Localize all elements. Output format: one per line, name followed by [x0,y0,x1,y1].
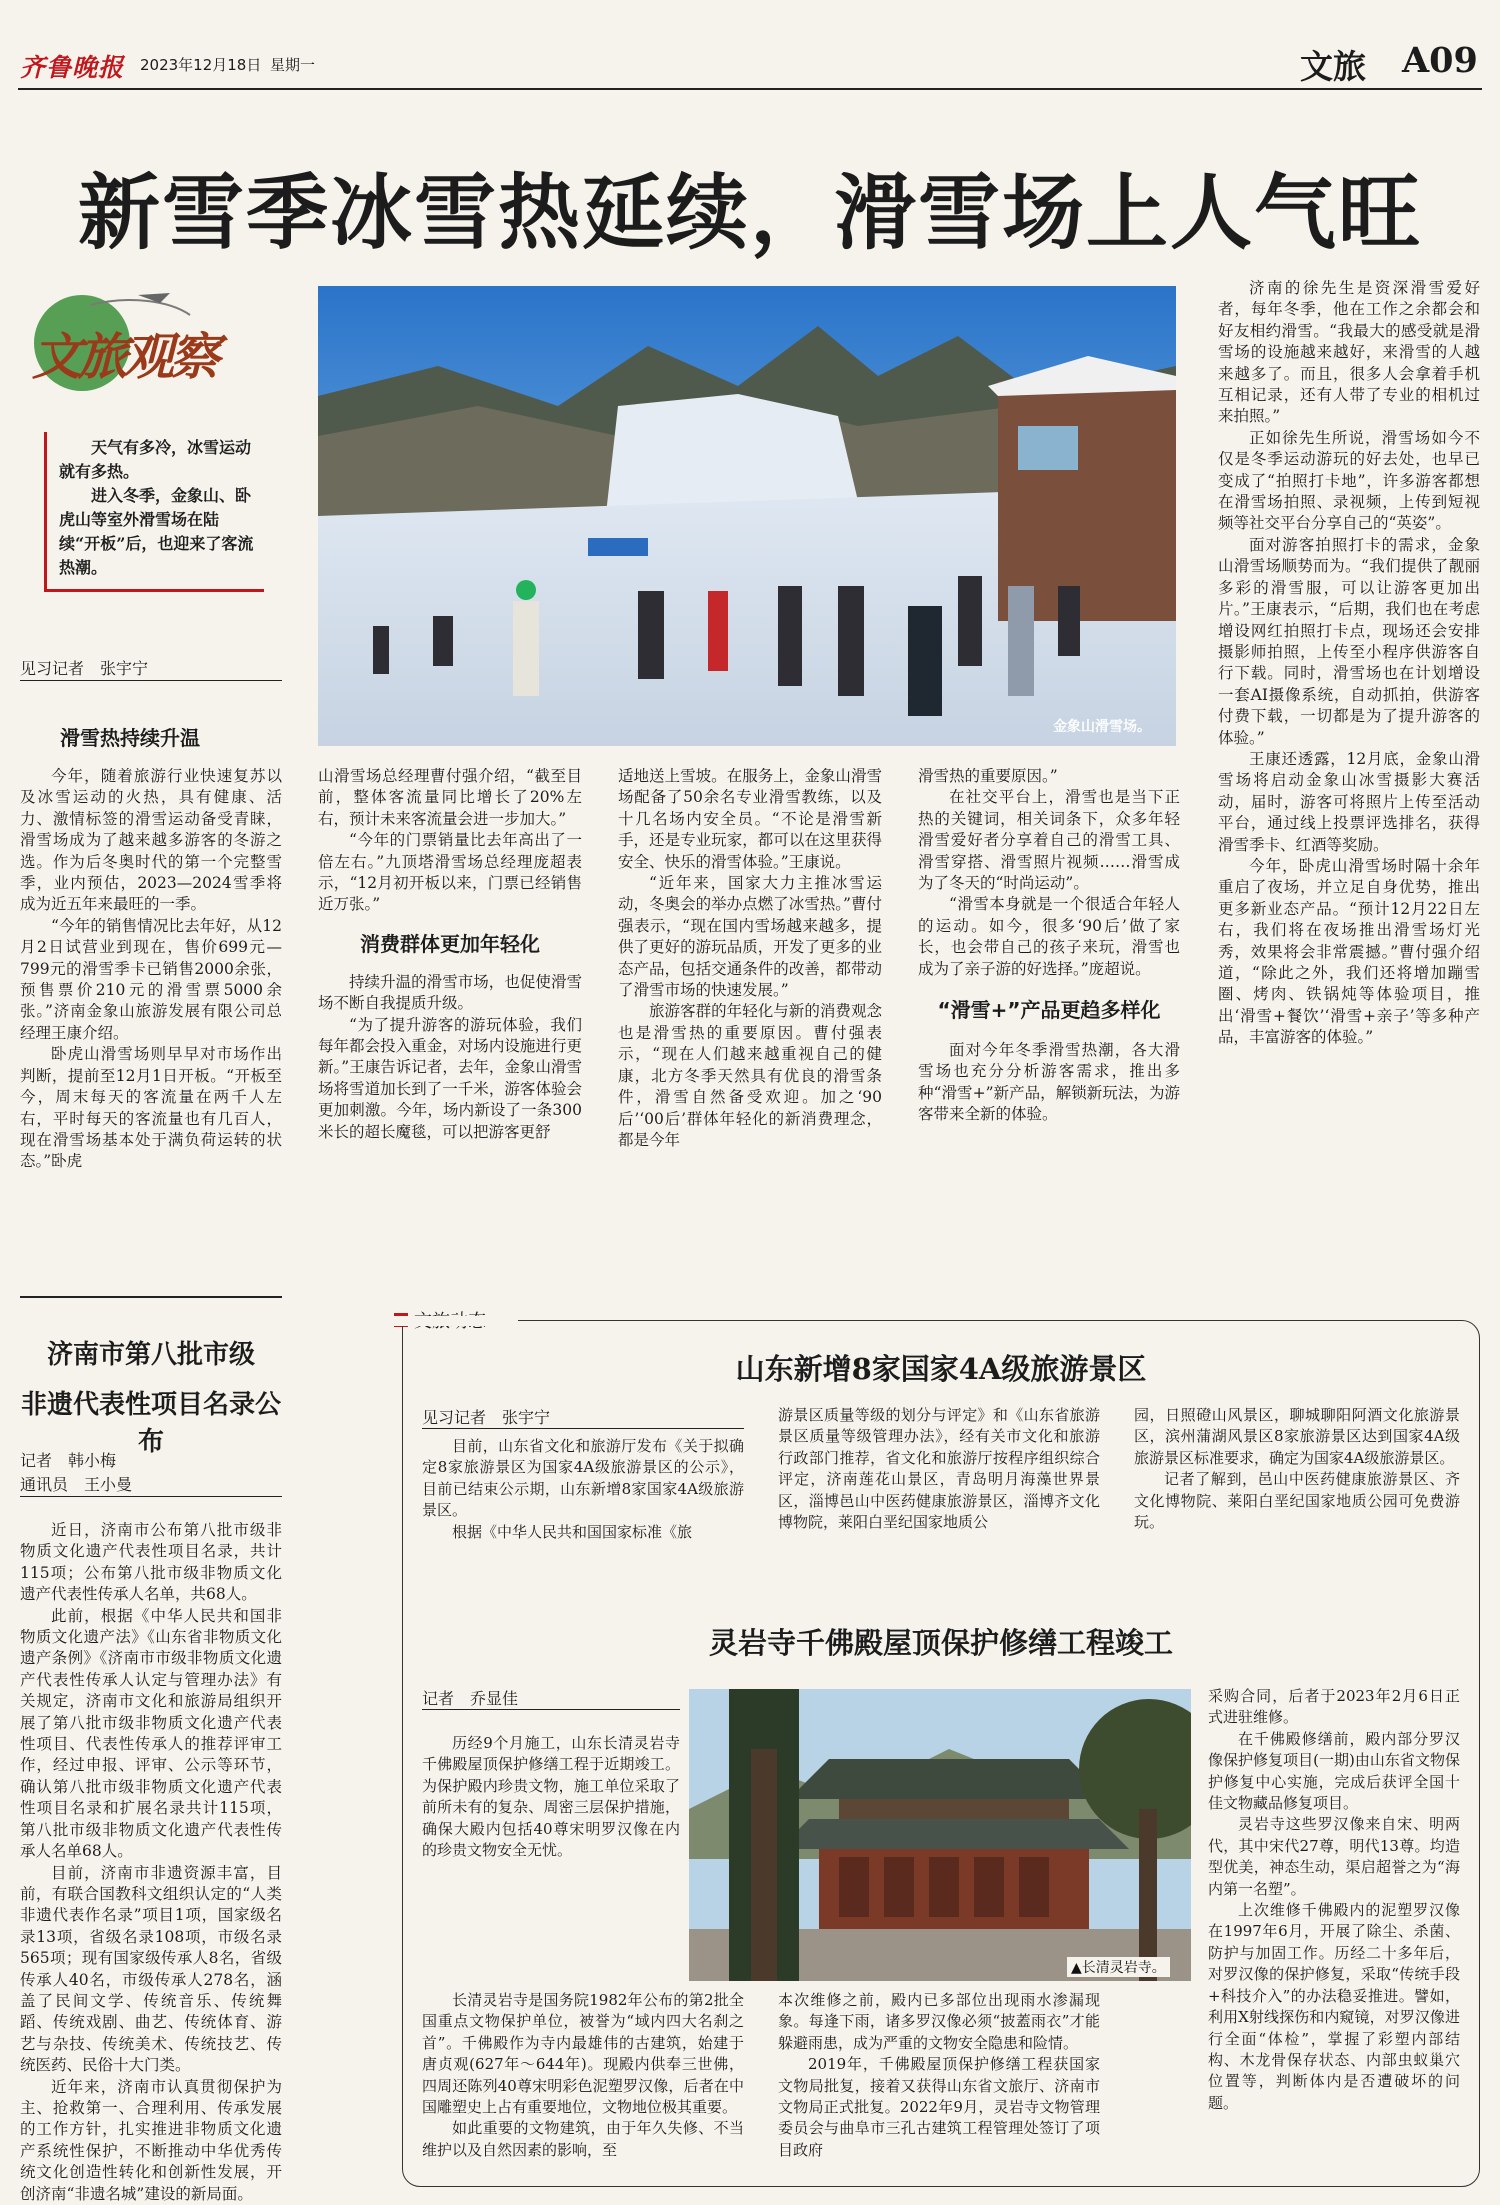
paragraph: 在千佛殿修缮前，殿内部分罗汉像保护修复项目(一期)由山东省文物保护修复中心实施，完成后获评全国十佳文物藏品修复项目。 [1208,1729,1460,1813]
heritage-headline-line1: 济南市第八批市级 [46,1340,255,1370]
paragraph: “滑雪本身就是一个很适合年轻人的运动。如今，很多‘90后’做了家长，也会带自己的孩子来玩，滑雪也成为了亲子游的好选择。”庞超说。 [918,895,1180,978]
paragraph: 2019年，千佛殿屋顶保护修缮工程获国家文物局批复，接着又获得山东省文旅厅、济南市文物局正式批复。2022年9月，灵岩寺文物管理委员会与曲阜市三孔古建筑工程管理处签订了项目政府 [778,2055,1100,2159]
temple-photo [689,1689,1191,1981]
photo-caption: ▲长清灵岩寺。 [1067,1957,1170,1977]
paragraph: 上次维修千佛殿内的泥塑罗汉像在1997年6月，开展了除尘、杀菌、防护与加固工作。历经二十多年后，对罗汉像的保护修复，采取“传统手段+科技介入”的办法稳妥推进。譬如，利用X射线探伤和内窥镜，对罗汉像进行全面“体检”，掌握了彩塑内部结构、木龙骨保存状态、内部虫蚁巢穴位置等，判断体内是否遭破坏的问题。 [1208,1901,1460,2112]
ski-slope-illustration [318,286,1176,746]
heritage-headline-line2: 非遗代表性项目名录公布 [20,1390,281,1457]
article-column-3 [618,766,882,1151]
article-column-2 [318,766,582,1143]
paragraph: 本次维修之前，殿内已多部位出现雨水渗漏现象。每逢下雨，诸多罗汉像必须“披蓋雨衣”才能躲避雨患，成为严重的文物安全隐患和险情。 [778,1991,1100,2052]
subheading: 消费群体更加年轻化 [360,931,540,956]
article-column-5 [1218,278,1480,1049]
column-logo [20,275,280,425]
paragraph: 根据《中华人民共和国国家标准《旅 [452,1522,693,1541]
issue-weekday: 星期一 [270,56,316,74]
news2-column-3 [1208,1686,1460,2114]
paragraph: 滑雪热的重要原因。” [918,767,1058,785]
paragraph: 持续升温的滑雪市场，也促使滑雪场不断自我提质升级。 [318,972,582,1013]
paragraph: 正如徐先生所说，滑雪场如今不仅是冬季运动游玩的好去处，也早已变成了“拍照打卡地”，许多游客都想在滑雪场拍照、录视频，上传到短视频等社交平台分享自己的“英姿”。 [1218,428,1480,533]
paragraph: 近日，济南市公布第八批市级非物质文化遗产代表性项目名录，共计115项；公布第八批市级非物质文化遗产代表性传承人名单，共68人。 [20,1521,282,1604]
masthead-logo: 齐鲁晚报 [20,53,125,82]
subheading: “滑雪+”产品更趋多样化 [937,998,1161,1023]
paragraph: 历经9个月施工，山东长清灵岩寺千佛殿屋顶保护修缮工程于近期竣工。为保护殿内珍贵文物，施工单位采取了前所未有的复杂、周密三层保护措施，确保大殿内包括40尊宋明罗汉像在内的珍贵文物安全无忧。 [422,1734,680,1860]
paragraph: “近年来，国家大力主推冰雪运动，冬奥会的举办点燃了冰雪热。”曹付强表示，“现在国内雪场越来越多，提供了更好的游玩品质，开发了更多的业态产品，包括交通条件的改善，都带动了滑雪市场的快速发展。” [618,874,882,1000]
paragraph: 如此重要的文物建筑，由于年久失修、不当维护以及自然因素的影响，至 [422,2119,744,2159]
paragraph: 目前，山东省文化和旅游厅发布《关于拟确定8家旅游景区为国家4A级旅游景区的公示》，目前已结束公示期，山东新增8家国家4A级旅游景区。 [422,1437,744,1520]
news1-column-3 [1134,1405,1460,1533]
paragraph: “今年的销售情况比去年好，从12月2日试营业到现在，售价699元—799元的滑雪季卡已销售2000余张，预售票价210元的滑雪票5000余张。”济南金象山旅游发展有限公司总经理王康介绍。 [20,916,282,1042]
paragraph: 卧虎山滑雪场则早早对市场作出判断，提前至12月1日开板。“开板至今，周末每天的客流量在两千人左右，平时每天的客流量也有几百人，现在滑雪场基本处于满负荷运转的状态。”卧虎 [20,1045,282,1171]
byline-rule [422,1428,744,1429]
ski-resort-photo [318,286,1176,746]
heritage-byline: 通讯员 王小曼 [20,1475,133,1494]
paragraph: 在社交平台上，滑雪也是当下正热的关键词，相关词条下，众多年轻滑雪爱好者分享着自己的滑雪工具、滑雪穿搭、滑雪照片视频……滑雪成为了冬天的“时尚运动”。 [918,788,1180,893]
paragraph: 灵岩寺这些罗汉像来自宋、明两代，其中宋代27尊，明代13尊。均造型优美，神态生动，渠启超誉之为“海内第一名塑”。 [1208,1815,1460,1898]
byline-rule [422,1709,680,1710]
paragraph: 山滑雪场总经理曹付强介绍，“截至目前，整体客流量同比增长了20%左右，预计未来客流量会进一步加大。” [318,767,582,828]
paragraph: 长清灵岩寺是国务院1982年公布的第2批全国重点文物保护单位，被誉为“域内四大名刹之首”。千佛殿作为寺内最雄伟的古建筑，始建于唐贞观(627年～644年)。现殿内供奉三世佛，四周还陈列40尊宋明彩色泥塑罗汉像，后者在中国雕塑史上占有重要地位，文物地位极其重要。 [422,1991,744,2117]
paragraph: 今年，卧虎山滑雪场时隔十余年重启了夜场，并立足自身优势，推出更多新业态产品。“预计12月22日左右，我们将在夜场推出滑雪场灯光秀，效果将会非常震撼。”曹付强介绍道，“除此之外，我们还将增加蹦雪圈、烤肉、铁锅炖等体验项目，推出‘滑雪+餐饮’‘滑雪+亲子’等多种产品，丰富游客的体验。” [1218,856,1480,1047]
byline: 见习记者 张宇宁 [20,659,149,678]
paragraph: 适地送上雪坡。在服务上，金象山滑雪场配备了50余名专业滑雪教练，以及十几名场内安全员。“不论是滑雪新手，还是专业玩家，都可以在这里获得安全、快乐的滑雪体验。”王康说。 [618,767,882,871]
section-name: 文旅 [1300,47,1366,86]
news-byline: 见习记者 张宇宁 [422,1408,551,1427]
paragraph: 面对游客拍照打卡的需求，金象山滑雪场顺势而为。“我们提供了靓丽多彩的滑雪服，可以让游客更加出片。”王康表示，“后期，我们也在考虑增设网红拍照打卡点，现场还会安排摄影师拍照，上传至小程序供游客自行下载。同时，滑雪场也在计划增设一套AI摄像系统，自动抓拍，供游客付费下载，一切都是为了提升游客的体验。” [1218,535,1480,747]
news-headline: 山东新增8家国家4A级旅游景区 [735,1352,1147,1386]
paragraph: 王康还透露，12月底，金象山滑雪场将启动金象山冰雪摄影大赛活动，届时，游客可将照片上传至活动平台，通过线上投票评选排名，获得滑雪季卡、红酒等奖励。 [1218,749,1480,854]
paragraph: “为了提升游客的游玩体验，我们每年都会投入重金，对场内设施进行更新。”王康告诉记者，去年，金象山滑雪场将雪道加长到了一千米，游客体验会更加刺激。今年，场内新设了一条300米长的超长魔毯，可以把游客更舒 [318,1015,582,1141]
news2-column-2 [778,1990,1100,2161]
lead-box [44,432,264,592]
news2-column-1 [422,1733,680,1861]
heritage-body [20,1520,282,2205]
paragraph: 目前，济南市非遗资源丰富，目前，有联合国教科文组织认定的“人类非遗代表作名录”项目1项，国家级名录13项，省级名录108项，市级名录565项；现有国家级传承人8名，省级传承人40名，市级传承人278名，涵盖了民间文学、传统音乐、传统舞蹈、传统戏剧、曲艺、传统体育、游艺与杂技、传统美术、传统技艺、传统医药、民俗十大门类。 [20,1863,282,2075]
paragraph: 济南的徐先生是资深滑雪爱好者，每年冬季，他在工作之余都会和好友相约滑雪。“我最大的感受就是滑雪场的设施越来越好，来滑雪的人越来越多了。而且，很多人会拿着手机互相记录，还有人带了专业的相机过来拍照。” [1218,279,1480,426]
heritage-byline: 记者 韩小梅 [20,1451,117,1470]
paragraph: 游景区质量等级的划分与评定》和《山东省旅游景区质量等级管理办法》，经有关市文化和旅游行政部门推荐，省文化和旅游厅按程序组织综合评定，济南莲花山景区，青岛明月海藻世界景区，淄博邑山中医药健康旅游景区，淄博齐文化博物院，莱阳白垩纪国家地质公 [778,1406,1100,1532]
lead-paragraph: 天气有多冷，冰雪运动就有多热。 [59,438,252,481]
news2-column-1-lower [422,1990,744,2161]
byline-rule [20,1496,282,1497]
header-rule [18,88,1482,90]
paragraph: 面对今年冬季滑雪热潮，各大滑雪场也充分分析游客需求，推出多种“滑雪+”新产品，解锁新玩法，为游客带来全新的体验。 [918,1041,1180,1124]
column-logo-text: 文旅观察 [32,327,216,386]
paragraph: 今年，随着旅游行业快速复苏以及冰雪运动的火热，具有健康、活力、激情标签的滑雪运动备受青睐，滑雪场成为了越来越多游客的冬游之选。作为后冬奥时代的第一个完整雪季，业内预估，2023—2024雪季将成为近五年来最旺的一季。 [20,767,282,914]
article-column-1 [20,766,282,1173]
news-byline: 记者 乔显佳 [422,1689,519,1708]
paragraph: 园，日照磴山风景区，聊城聊阳阿酒文化旅游景区，滨州蒲湖风景区8家旅游景区达到国家4A级旅游景区标准要求，确定为国家4A级旅游景区。 [1134,1406,1460,1467]
paragraph: 旅游客群的年轻化与新的消费观念也是滑雪热的重要原因。曹付强表示，“现在人们越来越重视自己的健康，北方冬季天然具有优良的滑雪条件，滑雪自然备受欢迎。加之‘90后’‘00后’群体年轻化的新消费理念，都是今年 [618,1002,882,1149]
paragraph: 采购合同，后者于2023年2月6日正式进驻维修。 [1208,1687,1460,1727]
paragraph: 记者了解到，邑山中医药健康旅游景区、齐文化博物院、莱阳白垩纪国家地质公园可免费游玩。 [1134,1470,1460,1532]
article-column-4 [918,766,1180,1126]
main-headline: 新雪季冰雪热延续，滑雪场上人气旺 [77,165,1422,261]
lead-paragraph: 进入冬季，金象山、卧虎山等室外滑雪场在陆续“开板”后，也迎来了客流热潮。 [59,486,254,577]
paragraph: 此前，根据《中华人民共和国非物质文化遗产法》《山东省非物质文化遗产条例》《济南市市级非物质文化遗产代表性传承人认定与管理办法》有关规定，济南市文化和旅游局组织开展了第八批市级非物质文化遗产代表性项目、代表性传承人的推荐评审工作，经过申报、评审、公示等环节，确认第八批市级非物质文化遗产代表性项目名录和扩展名录共计115项，第八批市级非物质文化遗产代表性传承人名单68人。 [20,1606,282,1861]
temple-illustration [689,1689,1191,1981]
news1-column-1 [422,1436,744,1543]
paragraph: “今年的门票销量比去年高出了一倍左右。”九顶塔滑雪场总经理庞超表示，“12月初开板以来，门票已经销售近万张。” [318,831,582,914]
byline-rule [20,680,282,681]
issue-date: 2023年12月18日 [140,56,262,74]
paragraph: 近年来，济南市认真贯彻保护为主、抢救第一、合理利用、传承发展的工作方针，扎实推进非物质文化遗产系统性保护，不断推动中华优秀传统文化创造性转化和创新性发展，开创济南“非遗名城”建设的新局面。 [20,2077,282,2203]
news1-column-2 [778,1405,1100,1533]
news-headline: 灵岩寺千佛殿屋顶保护修缮工程竣工 [708,1626,1173,1660]
section-rule [20,1296,282,1298]
photo-caption: 金象山滑雪场。 [1053,719,1151,735]
subheading: 滑雪热持续升温 [60,726,200,750]
page-number: A09 [1402,40,1478,81]
news-box-top-gap [394,1316,518,1326]
